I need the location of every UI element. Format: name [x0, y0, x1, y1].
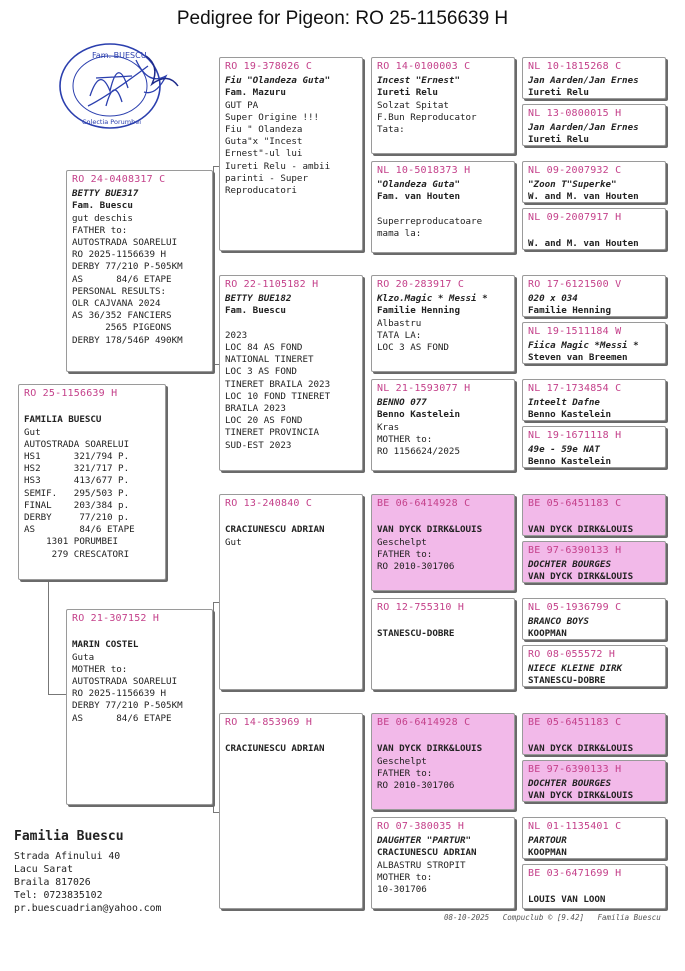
- address-line: Braila 817026: [14, 877, 91, 888]
- card-text-line: FATHER to:: [377, 548, 433, 560]
- card-text-line: Superreproducatoare: [377, 215, 483, 227]
- card-lines: [528, 882, 660, 906]
- pigeon-card-ancestor[interactable]: [522, 817, 666, 859]
- breeder-name: Familia Buescu: [14, 829, 124, 844]
- pigeon-card-subject[interactable]: [18, 384, 166, 580]
- card-text-line: NIECE KLEINE DIRK: [528, 663, 623, 675]
- card-text-line: TATA LA:: [377, 329, 422, 341]
- card-lines: [24, 402, 160, 561]
- card-text-line: VAN DYCK DIRK&LOUIS: [528, 790, 634, 802]
- card-text-line: TINERET BRAILA 2023: [225, 378, 331, 390]
- ring-number: RO 12-755310 H: [377, 602, 465, 613]
- ring-number: RO 14-0100003 C: [377, 61, 471, 72]
- card-text-line: PARTOUR: [528, 835, 567, 847]
- ring-number: RO 20-283917 C: [377, 279, 465, 290]
- card-lines: [377, 835, 509, 896]
- card-text-line: MARIN COSTEL: [72, 639, 139, 651]
- card-text-line: NATIONAL TINERET: [225, 354, 314, 366]
- stamp-top-text: Fam. BUESCU: [92, 51, 147, 60]
- card-lines: [377, 179, 509, 240]
- card-text-line: Fam. Buescu: [225, 305, 286, 317]
- card-lines: [528, 75, 660, 99]
- card-text-line: CRACIUNESCU ADRIAN: [377, 847, 477, 859]
- card-lines: [528, 616, 660, 640]
- card-lines: [528, 293, 660, 317]
- card-lines: [225, 75, 357, 197]
- ring-number: BE 03-6471699 H: [528, 868, 622, 879]
- address-line: Strada Afinului 40: [14, 851, 121, 862]
- card-text-line: STANESCU-DOBRE: [377, 628, 455, 640]
- card-text-line: Solzat Spitat: [377, 99, 449, 111]
- card-text-line: Jan Aarden/Jan Ernes: [528, 75, 639, 87]
- card-text-line: Fiica Magic *Messi *: [528, 340, 639, 352]
- pigeon-card-great-grandparent[interactable]: [371, 379, 515, 471]
- card-lines: [377, 512, 509, 573]
- card-text-line: AUTOSTRADA SOARELUI: [72, 676, 178, 687]
- card-text-line: Super Origine !!!: [225, 111, 320, 123]
- card-text-line: [225, 512, 357, 524]
- card-lines: [72, 188, 207, 347]
- stamp-bottom-text: Colectia Porumbei: [82, 118, 142, 126]
- card-text-line: [528, 882, 660, 894]
- card-text-line: Familie Henning: [528, 305, 611, 317]
- pigeon-card-sire[interactable]: [66, 170, 213, 372]
- card-text-line: LOC 3 AS FOND: [225, 366, 297, 378]
- ring-number: NL 19-1671118 H: [528, 430, 622, 441]
- card-text-line: 2023: [225, 329, 248, 341]
- card-text-line: parinti - Super: [225, 172, 308, 184]
- ring-number: NL 21-1593077 H: [377, 383, 471, 394]
- card-text-line: HS1 321/794 P.: [24, 451, 130, 462]
- ring-number: BE 97-6390133 H: [528, 764, 622, 775]
- card-text-line: VAN DYCK DIRK&LOUIS: [377, 743, 483, 755]
- pigeon-card-ancestor[interactable]: [522, 760, 666, 802]
- pigeon-card-ancestor[interactable]: [522, 426, 666, 468]
- card-text-line: Fam. Mazuru: [225, 87, 286, 99]
- card-text-line: BETTY BUE182: [225, 293, 292, 305]
- card-text-line: Fam. van Houten: [377, 191, 460, 203]
- ring-number: BE 05-6451183 C: [528, 498, 622, 509]
- ring-number: RO 21-307152 H: [72, 613, 160, 624]
- card-lines: [528, 340, 660, 364]
- card-text-line: Benno Kastelein: [528, 456, 611, 468]
- ring-number: NL 17-1734854 C: [528, 383, 622, 394]
- pigeon-card-great-grandparent[interactable]: [371, 275, 515, 372]
- card-text-line: 2565 PIGEONS: [72, 322, 172, 334]
- card-lines: [377, 397, 509, 458]
- card-text-line: MOTHER to:: [377, 871, 433, 883]
- card-text-line: SUD-EST 2023: [225, 439, 292, 451]
- card-text-line: "Zoon T"Superke": [528, 179, 617, 191]
- card-text-line: mama la:: [377, 228, 422, 239]
- pigeon-card-grandparent[interactable]: [219, 57, 363, 251]
- card-text-line: Guta"x "Incest: [225, 136, 303, 148]
- card-text-line: Fam. Buescu: [72, 200, 133, 212]
- card-text-line: AS 84/6 ETAPE: [72, 273, 172, 285]
- card-lines: [225, 293, 357, 452]
- ring-number: BE 06-6414928 C: [377, 498, 471, 509]
- ring-number: RO 13-240840 C: [225, 498, 313, 509]
- card-text-line: 279 CRESCATORI: [24, 548, 130, 560]
- card-text-line: Ernest"-ul lui: [225, 148, 303, 160]
- card-text-line: [528, 226, 660, 238]
- ring-number: NL 05-1936799 C: [528, 602, 622, 613]
- card-lines: [377, 616, 509, 640]
- ring-number: RO 22-1105182 H: [225, 279, 319, 290]
- card-text-line: LOC 20 AS FOND: [225, 415, 303, 427]
- card-lines: [377, 293, 509, 354]
- pigeon-card-ancestor[interactable]: [522, 494, 666, 536]
- pigeon-card-great-grandparent[interactable]: [371, 817, 515, 909]
- ring-number: NL 09-2007932 C: [528, 165, 622, 176]
- card-text-line: gut deschis: [72, 212, 133, 224]
- pigeon-card-ancestor[interactable]: [522, 541, 666, 583]
- card-text-line: DAUGHTER "PARTUR": [377, 835, 472, 847]
- card-lines: [377, 731, 509, 792]
- pigeon-card-dam[interactable]: [66, 609, 213, 805]
- card-text-line: LOC 84 AS FOND: [225, 342, 303, 353]
- pigeon-card-ancestor[interactable]: [522, 104, 666, 146]
- card-text-line: FATHER to:: [377, 767, 433, 779]
- card-text-line: Gut: [24, 426, 41, 438]
- card-lines: [528, 731, 660, 755]
- pigeon-card-great-grandparent[interactable]: [371, 713, 515, 810]
- card-lines: [528, 179, 660, 203]
- pigeon-card-ancestor[interactable]: [522, 57, 666, 99]
- card-text-line: BETTY BUE317: [72, 188, 139, 200]
- pigeon-card-great-grandparent[interactable]: [371, 57, 515, 154]
- card-text-line: STANESCU-DOBRE: [528, 675, 606, 687]
- card-text-line: OLR CAJVANA 2024: [72, 298, 161, 310]
- card-lines: [528, 122, 660, 146]
- ring-number: RO 25-1156639 H: [24, 388, 118, 399]
- ring-number: NL 10-1815268 C: [528, 61, 622, 72]
- pigeon-card-great-grandparent[interactable]: [371, 598, 515, 690]
- card-text-line: DOCHTER BOURGES: [528, 559, 611, 571]
- ring-number: NL 13-0800015 H: [528, 108, 622, 119]
- card-lines: [528, 835, 660, 859]
- ring-number: RO 08-055572 H: [528, 649, 616, 660]
- card-text-line: Benno Kastelein: [528, 409, 611, 421]
- card-text-line: VAN DYCK DIRK&LOUIS: [528, 571, 634, 583]
- card-text-line: [377, 204, 509, 216]
- card-text-line: KOOPMAN: [528, 628, 567, 640]
- card-text-line: 10-301706: [377, 884, 427, 896]
- pigeon-card-ancestor[interactable]: [522, 322, 666, 364]
- card-text-line: Inteelt Dafne: [528, 397, 600, 409]
- card-text-line: [24, 402, 160, 414]
- card-text-line: Kras: [377, 421, 400, 433]
- card-text-line: DERBY 77/210 P-505KM: [72, 700, 183, 712]
- pigeon-card-ancestor[interactable]: [522, 275, 666, 317]
- card-lines: [528, 444, 660, 468]
- card-text-line: Guta: [72, 651, 95, 663]
- ring-number: RO 24-0408317 C: [72, 174, 166, 185]
- card-lines: [72, 627, 207, 725]
- card-text-line: MOTHER to:: [377, 433, 433, 445]
- card-text-line: BRANCO BOYS: [528, 616, 589, 628]
- pigeon-card-ancestor[interactable]: [522, 864, 666, 909]
- card-text-line: [72, 627, 207, 639]
- card-text-line: W. and M. van Houten: [528, 191, 639, 203]
- address-line: Lacu Sarat: [14, 864, 73, 875]
- card-text-line: Albastru: [377, 317, 422, 329]
- breeder-stamp-icon: [48, 36, 188, 136]
- card-text-line: AS 84/6 ETAPE: [24, 524, 135, 536]
- card-text-line: Reproducatori: [225, 185, 297, 197]
- card-text-line: VAN DYCK DIRK&LOUIS: [528, 743, 634, 755]
- card-text-line: LOC 10 FOND TINERET: [225, 390, 331, 402]
- ring-number: NL 19-1511184 W: [528, 326, 622, 337]
- pigeon-card-ancestor[interactable]: [522, 598, 666, 640]
- pigeon-card-ancestor[interactable]: [522, 161, 666, 203]
- card-text-line: "Olandeza Guta": [377, 179, 460, 191]
- card-text-line: KOOPMAN: [528, 847, 567, 859]
- pigeon-card-ancestor[interactable]: [522, 645, 666, 687]
- card-lines: [528, 397, 660, 421]
- card-text-line: Benno Kastelein: [377, 409, 460, 421]
- card-text-line: Tata:: [377, 124, 405, 136]
- ring-number: RO 17-6121500 V: [528, 279, 622, 290]
- card-lines: [528, 226, 660, 250]
- card-text-line: CRACIUNESCU ADRIAN: [225, 524, 325, 536]
- card-text-line: LOC 3 AS FOND: [377, 342, 449, 354]
- card-text-line: FINAL 203/384 p.: [24, 499, 130, 511]
- ring-number: RO 07-380035 H: [377, 821, 465, 832]
- card-text-line: Incest "Ernest": [377, 75, 460, 87]
- page-title: Pedigree for Pigeon: RO 25-1156639 H: [176, 8, 509, 29]
- card-lines: [528, 559, 660, 583]
- card-text-line: CRACIUNESCU ADRIAN: [225, 743, 325, 755]
- card-text-line: Steven van Breemen: [528, 352, 628, 364]
- print-credits: 08-10-2025 Compuclub © [9.42] Familia Buescu: [444, 913, 661, 922]
- card-lines: [528, 512, 660, 536]
- card-text-line: W. and M. van Houten: [528, 238, 639, 250]
- card-text-line: Jan Aarden/Jan Ernes: [528, 122, 639, 134]
- connector-line: [48, 694, 68, 695]
- card-text-line: [225, 731, 357, 743]
- pigeon-card-great-grandparent[interactable]: [371, 161, 515, 253]
- card-text-line: Geschelpt: [377, 755, 427, 767]
- card-text-line: Geschelpt: [377, 536, 427, 548]
- card-lines: [225, 512, 357, 549]
- card-text-line: Fiu " Olandeza: [225, 124, 303, 136]
- card-text-line: GUT PA: [225, 99, 259, 111]
- ring-number: BE 05-6451183 C: [528, 717, 622, 728]
- ring-number: BE 97-6390133 H: [528, 545, 622, 556]
- card-lines: [528, 663, 660, 687]
- card-text-line: PERSONAL RESULTS:: [72, 285, 167, 297]
- card-text-line: DERBY 77/210 P-505KM: [72, 261, 183, 273]
- ring-number: NL 09-2007917 H: [528, 212, 622, 223]
- card-text-line: LOUIS VAN LOON: [528, 894, 606, 906]
- ring-number: RO 19-378026 C: [225, 61, 313, 72]
- card-text-line: RO 2025-1156639 H: [72, 688, 167, 700]
- card-text-line: [377, 512, 509, 524]
- card-lines: [377, 75, 509, 136]
- card-text-line: Iureti Relu: [377, 87, 438, 99]
- connector-line: [213, 166, 214, 364]
- card-text-line: RO 2010-301706: [377, 780, 455, 791]
- card-lines: [528, 778, 660, 802]
- card-text-line: 49e - 59e NAT: [528, 444, 600, 456]
- card-text-line: RO 2010-301706: [377, 561, 455, 572]
- card-text-line: RO 2025-1156639 H: [72, 249, 167, 261]
- card-text-line: SEMIF. 295/503 P.: [24, 487, 130, 499]
- pigeon-card-grandparent[interactable]: [219, 275, 363, 471]
- connector-line: [213, 602, 214, 812]
- pigeon-card-great-grandparent[interactable]: [371, 494, 515, 591]
- ring-number: BE 06-6414928 C: [377, 717, 471, 728]
- card-text-line: DERBY 178/546P 490KM: [72, 334, 183, 346]
- card-text-line: AUTOSTRADA SOARELUI: [72, 237, 178, 249]
- pigeon-card-grandparent[interactable]: [219, 494, 363, 690]
- card-text-line: [377, 731, 509, 743]
- pigeon-card-ancestor[interactable]: [522, 713, 666, 755]
- card-text-line: F.Bun Reproducator: [377, 111, 477, 123]
- card-text-line: AS 36/352 FANCIERS: [72, 310, 172, 322]
- card-text-line: ALBASTRU STROPIT: [377, 859, 466, 871]
- card-text-line: VAN DYCK DIRK&LOUIS: [377, 524, 483, 536]
- card-text-line: DOCHTER BOURGES: [528, 778, 611, 790]
- card-text-line: Iureti Relu - ambii: [225, 160, 331, 172]
- card-text-line: [225, 318, 357, 330]
- card-text-line: RO 1156624/2025: [377, 446, 460, 458]
- card-text-line: BENNO 077: [377, 397, 427, 409]
- card-text-line: Fiu "Olandeza Guta": [225, 75, 331, 87]
- card-text-line: [377, 616, 509, 628]
- card-text-line: 020 x 034: [528, 293, 578, 305]
- phone-number: Tel: 0723835102: [14, 890, 103, 901]
- card-text-line: BRAILA 2023: [225, 403, 286, 415]
- card-text-line: Familie Henning: [377, 305, 460, 317]
- card-text-line: 1301 PORUMBEI: [24, 536, 119, 548]
- card-text-line: DERBY 77/210 p.: [24, 512, 130, 524]
- card-text-line: Iureti Relu: [528, 87, 589, 99]
- card-text-line: [528, 731, 660, 743]
- card-text-line: TINERET PROVINCIA: [225, 427, 320, 439]
- card-text-line: [528, 512, 660, 524]
- pigeon-card-ancestor[interactable]: [522, 379, 666, 421]
- card-text-line: FAMILIA BUESCU: [24, 414, 102, 426]
- email-address: pr.buescuadrian@yahoo.com: [14, 903, 162, 914]
- card-text-line: Gut: [225, 536, 242, 548]
- pigeon-card-ancestor[interactable]: [522, 208, 666, 250]
- ring-number: RO 14-853969 H: [225, 717, 313, 728]
- breeder-contact: [14, 829, 161, 915]
- card-text-line: HS3 413/677 P.: [24, 475, 130, 487]
- card-text-line: HS2 321/717 P.: [24, 463, 130, 475]
- ring-number: NL 10-5018373 H: [377, 165, 471, 176]
- card-lines: [225, 731, 357, 755]
- card-text-line: Klzo.Magic * Messi *: [377, 293, 488, 305]
- card-text-line: FATHER to:: [72, 224, 128, 236]
- pigeon-card-grandparent[interactable]: [219, 713, 363, 909]
- card-text-line: Iureti Relu: [528, 134, 589, 146]
- card-text-line: AUTOSTRADA SOARELUI: [24, 438, 130, 450]
- card-text-line: VAN DYCK DIRK&LOUIS: [528, 524, 634, 536]
- card-text-line: AS 84/6 ETAPE: [72, 712, 172, 724]
- ring-number: NL 01-1135401 C: [528, 821, 622, 832]
- card-text-line: MOTHER to:: [72, 663, 128, 675]
